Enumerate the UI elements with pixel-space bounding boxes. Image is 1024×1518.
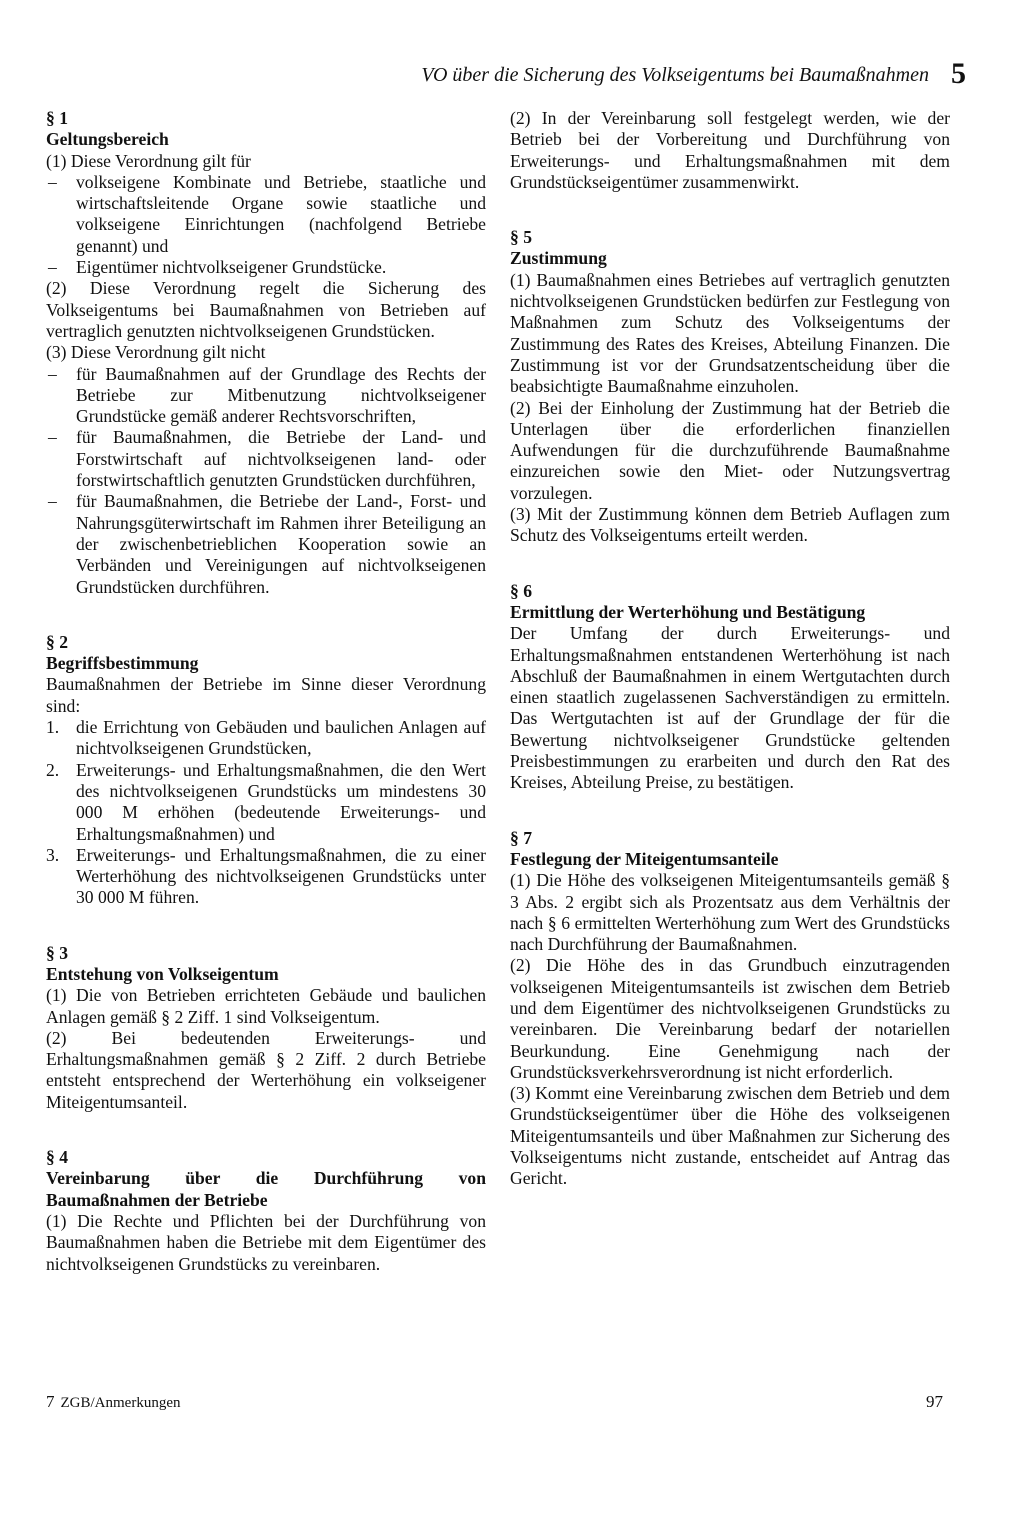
numbered-item <box>46 760 486 845</box>
left-column <box>46 108 486 1295</box>
section-title: Entstehung von Volkseigentum <box>46 963 279 984</box>
item-number: 1. <box>46 717 60 738</box>
section-number: § 7 <box>510 827 532 848</box>
section-number: § 1 <box>46 108 68 128</box>
paragraph: Baumaßnahmen der Betriebe im Sinne dieser Verordnung sind: <box>46 674 486 716</box>
section-3 <box>46 943 486 1113</box>
paragraph: (3) Mit der Zustimmung können dem Betrieb Auflagen zum Schutz des Volkseigentums erteilt werden. <box>510 504 950 546</box>
paragraph: (2) Bei bedeutenden Erweiterungs- und Erhaltungsmaßnahmen gemäß § 2 Ziff. 2 durch Betriebe entsteht entsprechend der Werterhöhung ein volkseigener Miteigentumsanteil. <box>46 1027 486 1112</box>
item-number: 2. <box>46 759 60 780</box>
section-number: § 3 <box>46 942 68 963</box>
item-number: 3. <box>46 844 60 865</box>
section-title: Zustimmung <box>510 248 607 269</box>
item-text: Erweiterungs- und Erhaltungsmaßnahmen, die zu einer Werterhöhung des nichtvolkseigenen Grundstücks unter 30 000 M führen. <box>76 844 486 908</box>
list-item: – für Baumaßnahmen, die Betriebe der Land-, Forst- und Nahrungsgüterwirtschaft im Rahmen ihrer Beteiligung an der zwischenbetrieblichen Kooperation sowie an Verbänden und Vereinigungen auf nichtvolkseigenen Grundstücken durchführen. <box>46 491 486 597</box>
paragraph: (2) Die Höhe des in das Grundbuch einzutragenden volkseigenen Miteigentumsanteils ist zwischen dem Betrieb und dem Eigentümer des nichtvolkseigenen Grundstücks zu vereinbaren. Die Vereinbarung bedarf der notariellen Beurkundung. Eine Genehmigung nach der Grundstücksverkehrsverordnung ist nicht erforderlich. <box>510 955 950 1082</box>
paragraph: (1) Die von Betrieben errichteten Gebäude und baulichen Anlagen gemäß § 2 Ziff. 1 sind Volkseigentum. <box>46 985 486 1027</box>
right-column <box>510 108 950 1210</box>
section-title: Begriffsbestimmung <box>46 653 199 674</box>
book-label: ZGB/Anmerkungen <box>60 1395 181 1411</box>
chapter-number: 5 <box>951 57 966 90</box>
paragraph: Der Umfang der durch Erweiterungs- und Erhaltungsmaßnahmen entstandenen Werterhöhung ist nach Abschluß der Baumaßnahmen in einem Wertgutachten durch einen staatlich zugelassenen Sachverständigen zu ermitteln. Das Wertgutachten ist auf der Grundlage der für die Bewertung nichtvolkseigener Grundstücke geltenden Preisbestimmungen zu erarbeiten und durch den Rat des Kreises, Abteilung Preise, zu bestätigen. <box>510 623 950 793</box>
section-6 <box>510 581 950 794</box>
paragraph: (3) Kommt eine Vereinbarung zwischen dem Betrieb und dem Grundstückseigentümer über die Höhe des volkseigenen Miteigentumsanteils und über Maßnahmen zur Sicherung des Volkseigentums nicht zustande, entscheidet auf Antrag das Gericht. <box>510 1083 950 1189</box>
numbered-item <box>46 717 486 760</box>
numbered-item <box>46 845 486 909</box>
section-number: § 6 <box>510 580 532 601</box>
section-1 <box>46 108 486 598</box>
running-title: VO über die Sicherung des Volkseigentums bei Baumaßnahmen <box>421 64 929 86</box>
section-title: Geltungsbereich <box>46 129 169 150</box>
section-2 <box>46 632 486 909</box>
footer-left <box>46 1392 180 1413</box>
paragraph: (2) In der Vereinbarung soll festgelegt werden, wie der Betrieb bei der Vorbereitung und Durchführung von Erweiterungs- und Erhaltungsmaßnahmen mit dem Grundstückseigentümer zusammenwirkt. <box>510 108 950 192</box>
section-7 <box>510 828 950 1190</box>
paragraph: (2) Bei der Einholung der Zustimmung hat der Betrieb die Unterlagen über die erforderlichen finanziellen Aufwendungen für die durchzuführende Baumaßnahme einzureichen sowie den Miet- oder Nutzungsvertrag vorzulegen. <box>510 397 950 503</box>
list-item: – für Baumaßnahmen auf der Grundlage des Rechts der Betriebe zur Mitbenutzung nichtvolkseigener Grundstücke gemäß anderer Rechtsvorschriften, <box>46 364 486 428</box>
running-header <box>300 57 966 90</box>
paragraph: (1) Baumaßnahmen eines Betriebes auf vertraglich genutzten nichtvolkseigenen Grundstücken bedürfen zur Festlegung von Maßnahmen zum Schutz des Volkseigentums der Zustimmung des Rates des Kreises, Abteilung Finanzen. Die Zustimmung ist vor der Grundsatzentscheidung über die beabsichtigte Baumaßnahme einzuholen. <box>510 269 950 397</box>
section-title: Ermittlung der Werterhöhung und Bestätigung <box>510 601 866 622</box>
item-text: Erweiterungs- und Erhaltungsmaßnahmen, die den Wert des nichtvolkseigenen Grundstücks um mindestens 30 000 M erhöhen (bedeutende Erweiterungs- und Erhaltungsmaßnahmen) und <box>76 759 486 844</box>
paragraph: (2) Diese Verordnung regelt die Sicherung des Volkseigentums bei Baumaßnahmen von Betrieben auf vertraglich genutzten nichtvolkseigenen Grundstücken. <box>46 278 486 341</box>
section-title: Festlegung der Miteigentumsanteile <box>510 848 779 869</box>
section-4 <box>46 1147 486 1275</box>
paragraph: (1) Die Rechte und Pflichten bei der Durchführung von Baumaßnahmen haben die Betriebe mit dem Eigentümer des nichtvolkseigenen Grundstücks zu vereinbaren. <box>46 1210 486 1274</box>
section-number: § 5 <box>510 227 532 248</box>
section-4-continued <box>510 108 950 193</box>
section-title: Vereinbarung über die Durchführung von Baumaßnahmen der Betriebe <box>46 1168 486 1210</box>
list-item: – für Baumaßnahmen, die Betriebe der Land- und Forstwirtschaft auf nichtvolkseigenen land- oder forstwirtschaftlich genutzten Grundstücken durchführen, <box>46 427 486 491</box>
page-number: 97 <box>926 1392 943 1411</box>
list-item: – volkseigene Kombinate und Betriebe, staatliche und wirtschaftsleitende Organe sowie staatliche und volkseigene Einrichtungen (nachfolgend Betriebe genannt) und <box>46 172 486 257</box>
section-number: § 4 <box>46 1147 68 1168</box>
fold-number: 7 <box>46 1392 55 1411</box>
item-text: die Errichtung von Gebäuden und baulichen Anlagen auf nichtvolkseigenen Grundstücken, <box>76 717 486 759</box>
list-item: – Eigentümer nichtvolkseigener Grundstücke. <box>46 257 486 278</box>
paragraph: (3) Diese Verordnung gilt nicht <box>46 342 266 363</box>
section-5 <box>510 227 950 546</box>
paragraph: (1) Die Höhe des volkseigenen Miteigentumsanteils gemäß § 3 Abs. 2 ergibt sich als Prozentsatz aus dem Verhältnis der nach § 6 ermittelten Werterhöhung zum Wert des Grundstücks nach Durchführung der Baumaßnahmen. <box>510 870 950 955</box>
paragraph: (1) Diese Verordnung gilt für <box>46 150 251 171</box>
section-number: § 2 <box>46 631 68 652</box>
